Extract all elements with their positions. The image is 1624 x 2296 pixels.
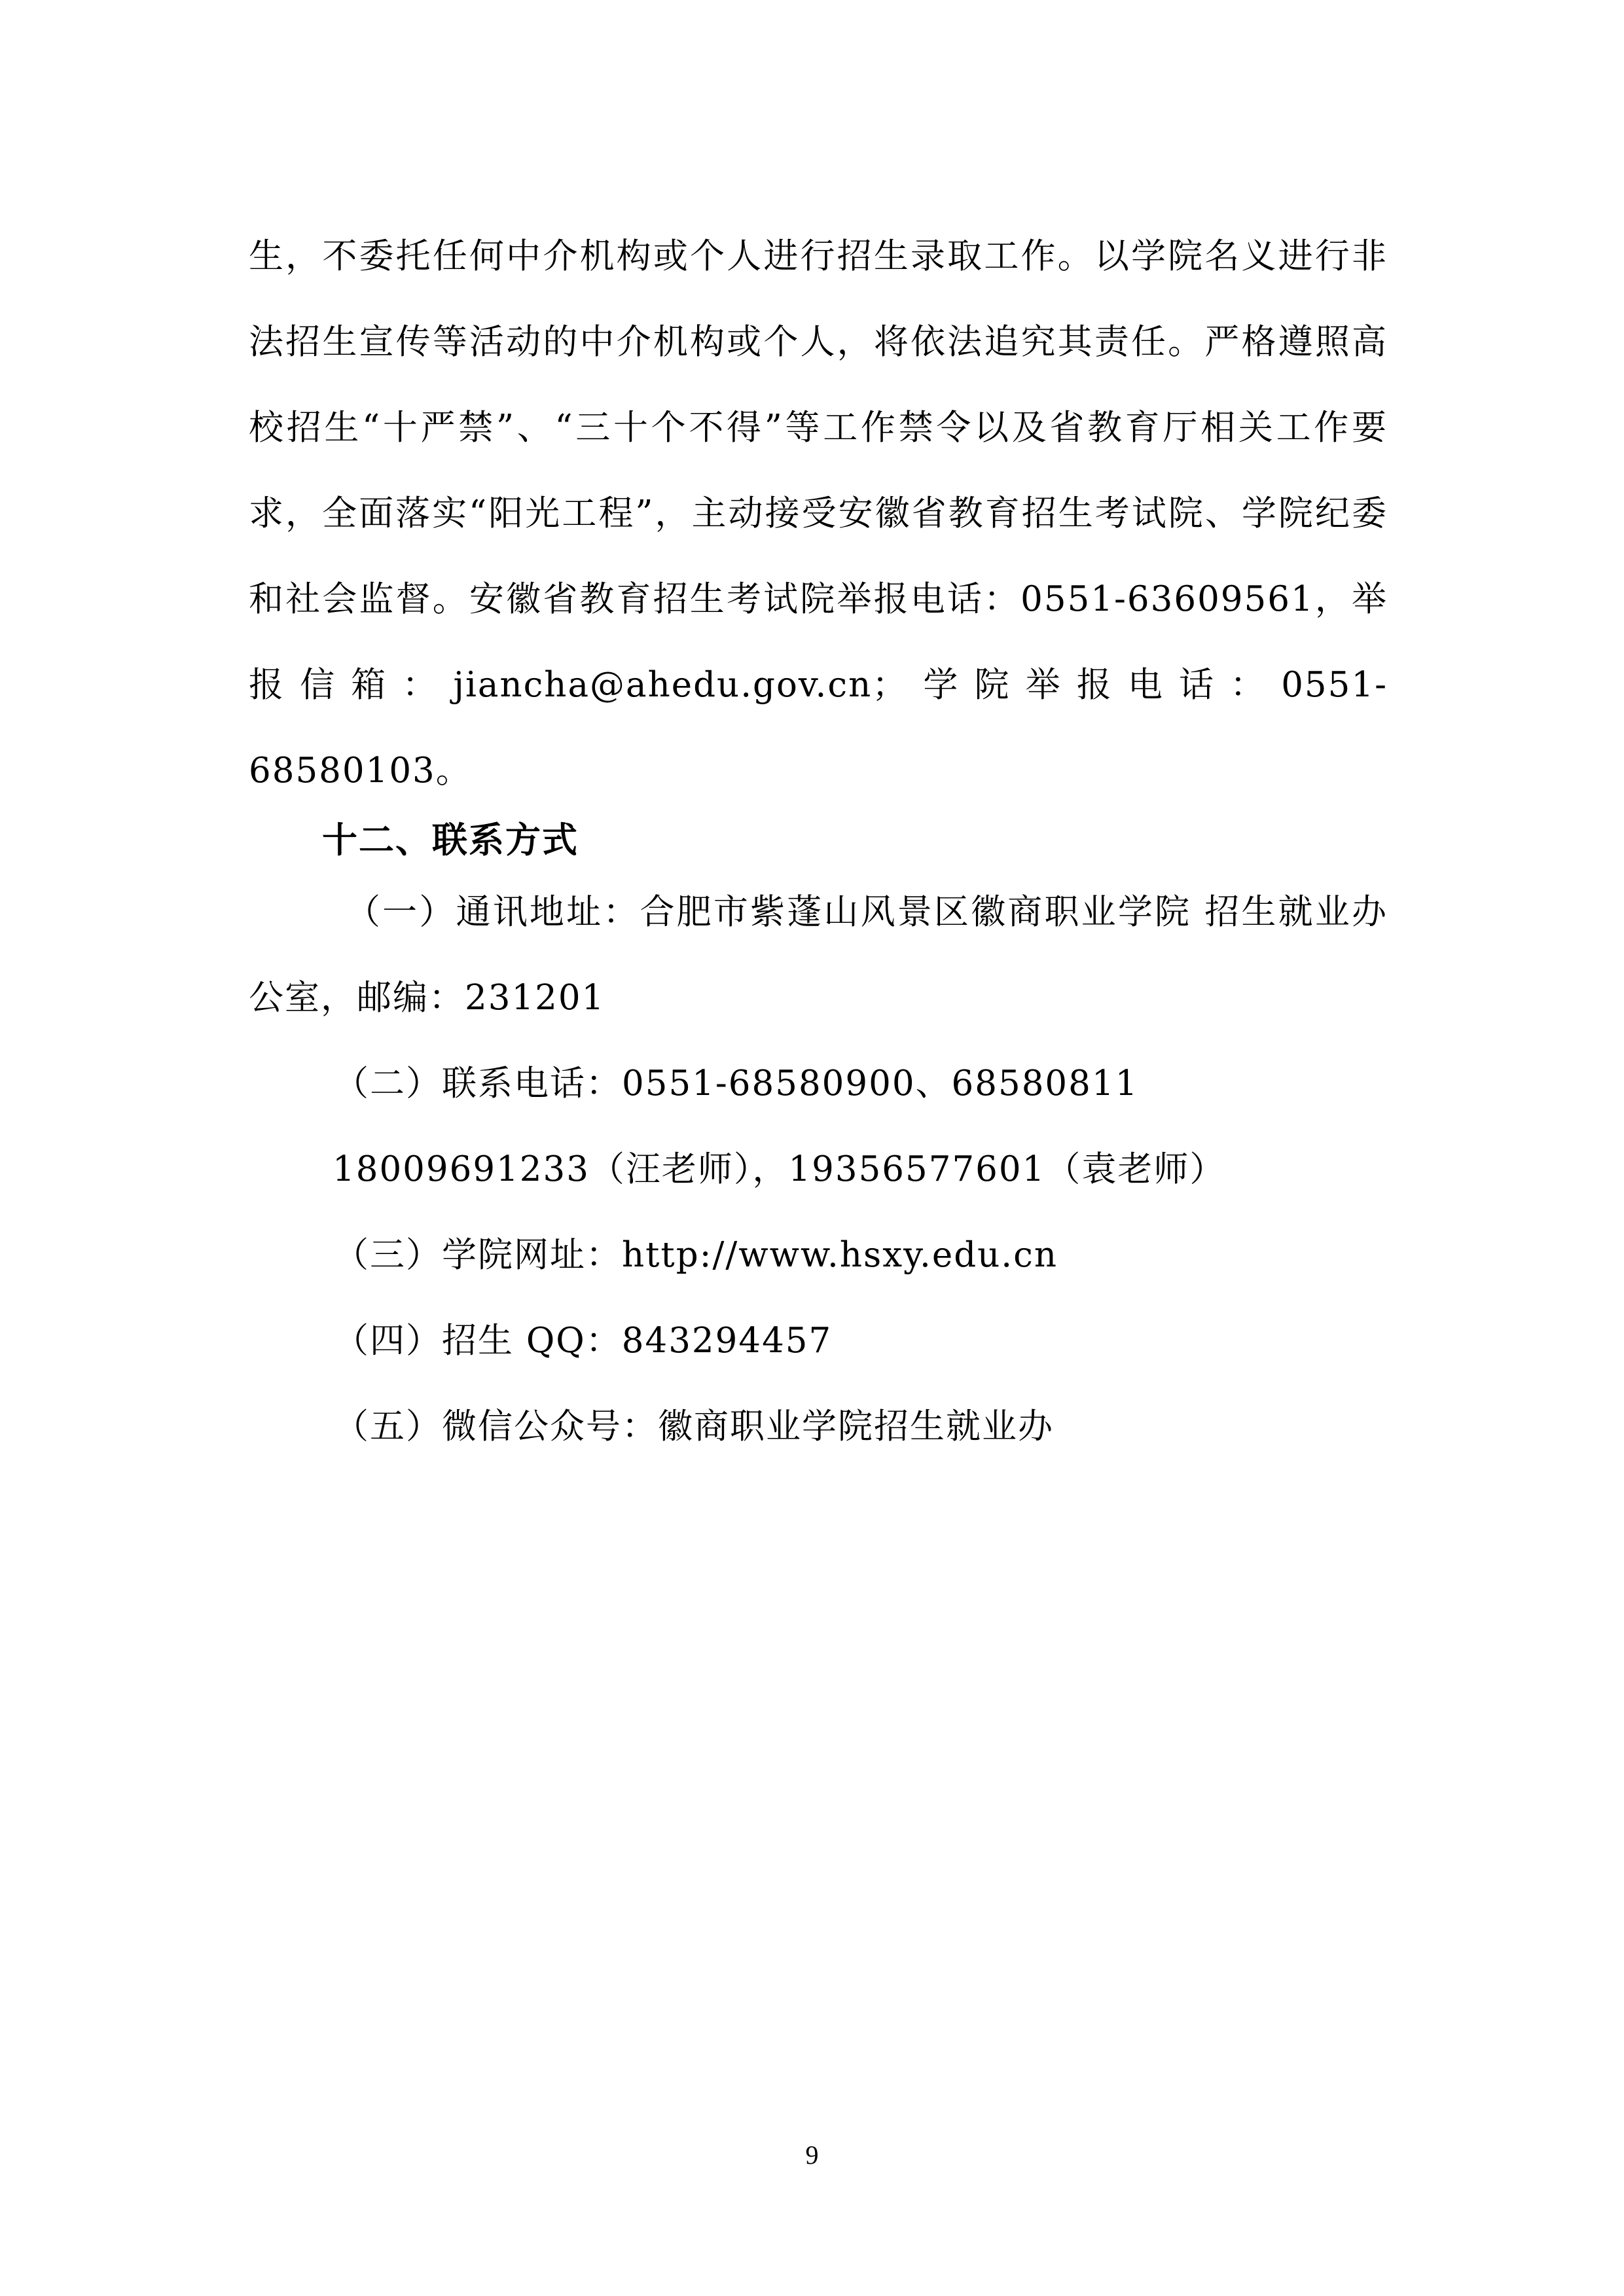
page-number: 9 xyxy=(805,2140,819,2170)
contact-address: （一）通讯地址：合肥市紫蓬山风景区徽商职业学院 招生就业办公室，邮编：231201 xyxy=(249,892,1388,1018)
section-heading-contact: 十二、联系方式 xyxy=(322,819,579,861)
contact-phone-mobile: 18009691233（汪老师），19356577601（袁老师） xyxy=(333,1149,1226,1189)
contact-phone-office: （二）联系电话：0551-68580900、68580811 xyxy=(334,1064,1139,1103)
contact-qq: （四）招生 QQ：843294457 xyxy=(334,1321,833,1361)
body-paragraph: 生，不委托任何中介机构或个人进行招生录取工作。以学院名义进行非法招生宣传等活动的中介机构或个人，将依法追究其责任。严格遵照高校招生“十严禁”、“三十个不得”等工作禁令以及省教育厅相关工作要求，全面落实“阳光工程”，主动接受安徽省教育招生考试院、学院纪委和社会监督。安徽省教育招生考试院举报电话：0551-63609561，举报信箱：jiancha@ahedu.gov.cn；学院举报电话：0551-68580103。 xyxy=(249,236,1388,791)
contact-list xyxy=(249,869,1388,1469)
contact-wechat: （五）微信公众号：徽商职业学院招生就业办 xyxy=(334,1407,1054,1446)
contact-website: （三）学院网址：http://www.hsxy.edu.cn xyxy=(334,1235,1058,1275)
